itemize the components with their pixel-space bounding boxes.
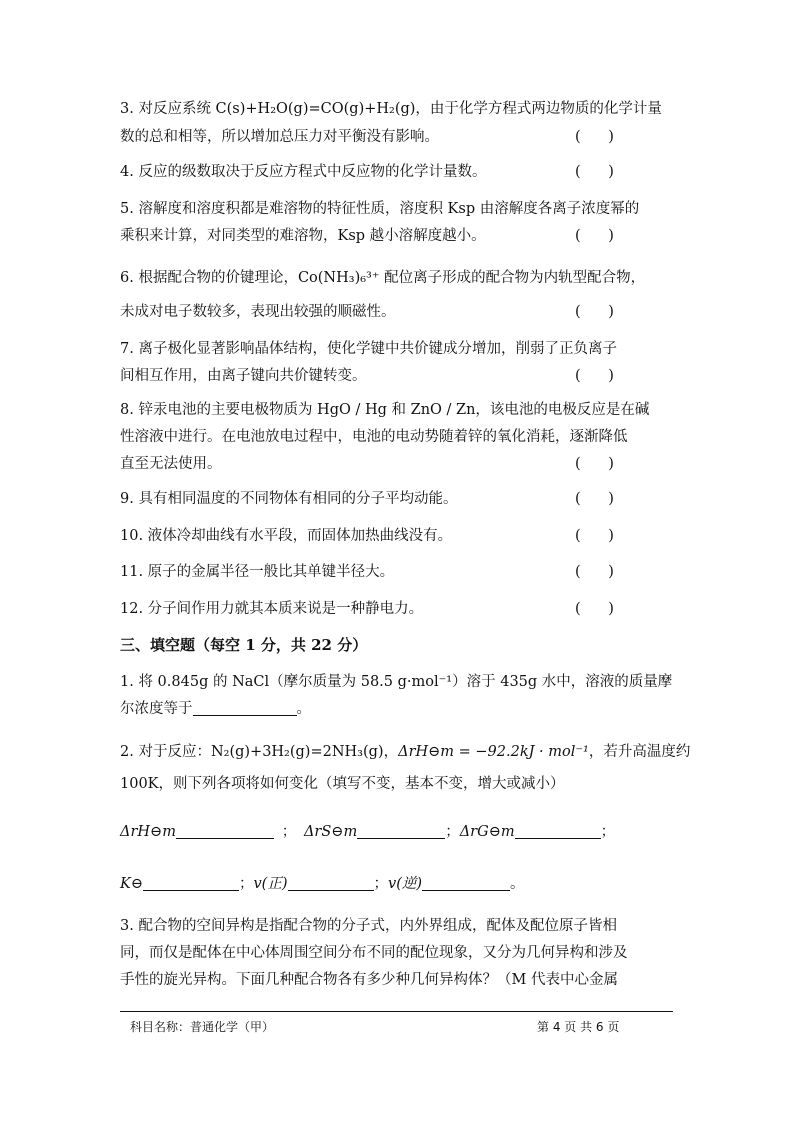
q3-line2: 数的总和相等，所以增加总压力对平衡没有影响。 [120, 129, 439, 145]
v-forward-label: v(正) [253, 876, 288, 892]
separator: ； [281, 824, 297, 840]
answer-paren-9[interactable]: ( ) [575, 491, 614, 507]
q5-line1: 5. 溶解度和溶度积都是难溶物的特征性质，溶度积 Ksp 由溶解度各离子浓度幂的 [120, 201, 640, 217]
fill1-end: 。 [296, 701, 311, 717]
answer-paren-10[interactable]: ( ) [575, 528, 614, 544]
answer-paren-11[interactable]: ( ) [575, 564, 614, 580]
answer-paren-6[interactable]: ( ) [575, 304, 614, 320]
separator: ； [373, 876, 388, 892]
answer-paren-4[interactable]: ( ) [575, 164, 614, 180]
answer-paren-5[interactable]: ( ) [575, 228, 614, 244]
fill2-row2 [120, 872, 680, 896]
fill2-row1 [120, 820, 680, 844]
fill3-line1: 3. 配合物的空间异构是指配合物的分子式，内外界组成，配体及配位原子皆相 [120, 918, 617, 934]
q7-line1: 7. 离子极化显著影响晶体结构，使化学键中共价键成分增加，削弱了正负离子 [120, 341, 617, 357]
q9-line1: 9. 具有相同温度的不同物体有相同的分子平均动能。 [120, 491, 458, 507]
delta-s-blank[interactable] [357, 822, 445, 839]
q10-line1: 10. 液体冷却曲线有水平段，而固体加热曲线没有。 [120, 528, 453, 544]
q8-line2: 性溶液中进行。在电池放电过程中，电池的电动势随着锌的氧化消耗，逐渐降低 [120, 429, 628, 445]
q11-line1: 11. 原子的金属半径一般比其单键半径大。 [120, 564, 395, 580]
fill2-tail: ，若升高温度约 [588, 744, 691, 760]
delta-h-label: ΔrH⊖m [120, 824, 176, 840]
q8-line1: 8. 锌汞电池的主要电极物质为 HgO / Hg 和 ZnO / Zn，该电池的电极反应是在碱 [120, 402, 650, 418]
fill3-line3: 手性的旋光异构。下面几种配合物各有多少种几何异构体？（M 代表中心金属 [120, 972, 618, 988]
separator: ； [600, 824, 616, 840]
delta-g-label: ΔrG⊖m [459, 824, 515, 840]
footer-subject: 科目名称：普通化学（甲） [130, 1020, 275, 1034]
section-heading: 三、填空题（每空 1 分，共 22 分） [120, 636, 368, 654]
end-mark: 。 [510, 876, 525, 892]
fill2-line2: 100K，则下列各项将如何变化（填写不变，基本不变，增大或减小） [120, 776, 565, 792]
v-reverse-label: v(逆) [388, 876, 423, 892]
q12-line1: 12. 分子间作用力就其本质来说是一种静电力。 [120, 601, 424, 617]
fill1-text: 尔浓度等于 [120, 701, 193, 717]
q5-line2: 乘积来计算，对同类型的难溶物，Ksp 越小溶解度越小。 [120, 228, 486, 244]
q3-line1: 3. 对反应系统 C(s)+H₂O(g)=CO(g)+H₂(g)，由于化学方程式两边物质的化学计量 [120, 101, 662, 117]
k-blank[interactable] [143, 874, 239, 891]
v-reverse-blank[interactable] [422, 874, 510, 891]
q7-line2: 间相互作用，由离子键向共价键转变。 [120, 368, 367, 384]
fill1-line1: 1. 将 0.845g 的 NaCl（摩尔质量为 58.5 g·mol⁻¹）溶于 435g 水中，溶液的质量摩 [120, 674, 673, 690]
q8-line3: 直至无法使用。 [120, 456, 222, 472]
fill1-blank[interactable] [193, 699, 297, 716]
q6-line1: 6. 根据配合物的价键理论，Co(NH₃)₆³⁺ 配位离子形成的配合物为内轨型配合物， [120, 270, 646, 286]
answer-paren-3[interactable]: ( ) [575, 129, 614, 145]
footer-page-number: 第 4 页 共 6 页 [537, 1020, 620, 1034]
footer-divider [120, 1011, 673, 1012]
answer-paren-12[interactable]: ( ) [575, 601, 614, 617]
answer-paren-8[interactable]: ( ) [575, 456, 614, 472]
answer-paren-7[interactable]: ( ) [575, 368, 614, 384]
fill2-enthalpy: ΔrH⊖m = −92.2kJ · mol⁻¹ [398, 744, 589, 760]
delta-h-blank[interactable] [176, 822, 274, 839]
fill1-line2 [120, 697, 680, 721]
k-label: K⊖ [120, 876, 143, 892]
delta-s-label: ΔrS⊖m [303, 824, 358, 840]
q6-line2: 未成对电子数较多，表现出较强的顺磁性。 [120, 304, 396, 320]
fill2-reaction: 2. 对于反应：N₂(g)+3H₂(g)=2NH₃(g)， [120, 744, 399, 760]
separator: ； [445, 824, 460, 840]
separator: ； [238, 876, 254, 892]
fill3-line2: 同，而仅是配体在中心体周围空间分布不同的配位现象，又分为几何异构和涉及 [120, 945, 628, 961]
fill2-line1 [120, 740, 691, 764]
v-forward-blank[interactable] [288, 874, 374, 891]
delta-g-blank[interactable] [515, 822, 601, 839]
q4-line1: 4. 反应的级数取决于反应方程式中反应物的化学计量数。 [120, 164, 487, 180]
